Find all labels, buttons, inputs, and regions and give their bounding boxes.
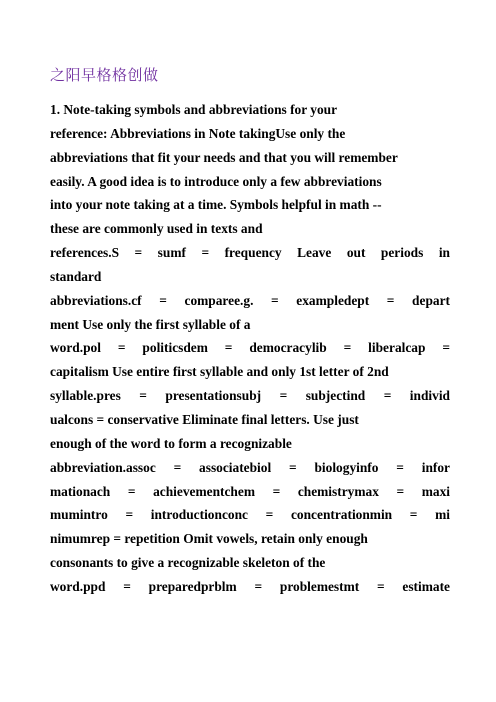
document-header: 之阳早格格创做 [50,66,159,84]
text-line: easily. A good idea is to introduce only a few abbreviations [50,173,382,189]
text-line: abbreviations that fit your needs and that you will remember [50,149,398,165]
document-body [50,98,450,599]
text-line: 1. Note-taking symbols and abbreviations for your [50,102,338,117]
text-line: mationach = achievementchem = chemistrymax = maxi [50,483,450,499]
text-line: mumintro = introductionconc = concentrationmin = mi [50,507,450,523]
text-line: standard [50,268,102,284]
text-line: into your note taking at a time. Symbols helpful in math -- [50,197,382,213]
text-line: ualcons = conservative Eliminate final letters. Use just [50,411,359,427]
text-line: ment Use only the first syllable of a [50,316,251,332]
text-line: reference: Abbreviations in Note takingUse only the [50,125,346,141]
text-line: nimumrep = repetition Omit vowels, retain only enough [50,531,368,547]
text-line: capitalism Use entire first syllable and only 1st letter of 2nd [50,364,389,380]
text-line: these are commonly used in texts and [50,221,263,237]
text-line: enough of the word to form a recognizable [50,435,292,451]
text-line: consonants to give a recognizable skeleton of the [50,555,326,571]
text-line: references.S = sumf = frequency Leave out periods in [50,245,450,261]
text-line: abbreviation.assoc = associatebiol = biologyinfo = infor [50,459,450,475]
text-line: abbreviations.cf = comparee.g. = exampledept = depart [50,292,450,308]
text-line: syllable.pres = presentationsubj = subjectind = individ [50,388,450,404]
text-line: word.pol = politicsdem = democracylib = liberalcap = [50,340,450,356]
text-line: word.ppd = preparedprblm = problemestmt = estimate [50,578,450,594]
